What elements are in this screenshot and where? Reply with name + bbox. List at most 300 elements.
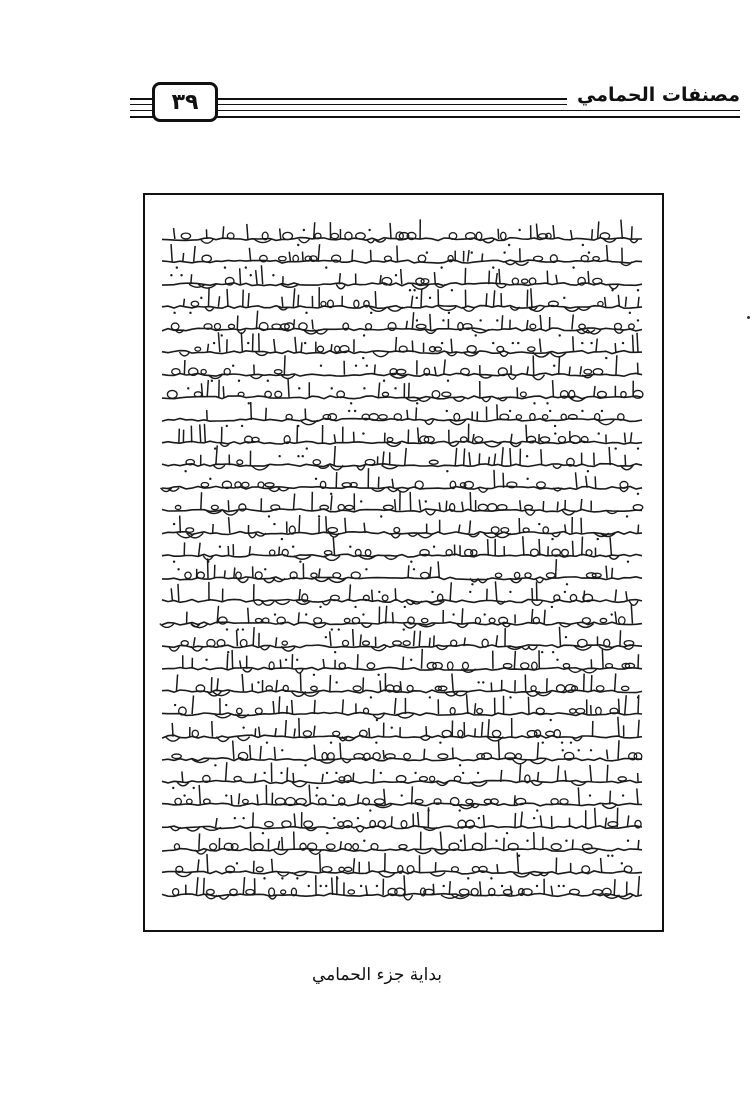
script-descender xyxy=(602,805,617,809)
script-loop xyxy=(363,641,370,645)
script-dot xyxy=(296,659,298,661)
script-stroke xyxy=(606,566,607,579)
script-loop xyxy=(387,438,393,442)
script-stroke xyxy=(242,674,243,691)
script-loop xyxy=(416,278,424,284)
script-dot xyxy=(414,772,416,774)
script-dot xyxy=(234,817,236,819)
script-dot xyxy=(509,696,511,698)
script-loop xyxy=(367,663,375,669)
script-stroke xyxy=(253,627,254,646)
script-stroke xyxy=(480,881,481,895)
script-stroke xyxy=(631,432,632,442)
script-dot xyxy=(308,885,310,887)
script-stroke xyxy=(526,425,527,443)
script-loop xyxy=(394,528,400,533)
script-stroke xyxy=(345,518,346,533)
script-dot xyxy=(439,741,441,743)
script-stroke xyxy=(486,293,487,307)
script-stroke xyxy=(435,367,436,375)
script-dot xyxy=(273,523,275,525)
script-loop xyxy=(352,618,359,624)
script-stroke xyxy=(426,726,427,736)
script-dot xyxy=(375,741,377,743)
script-dot xyxy=(219,545,221,547)
script-dot xyxy=(380,515,382,517)
script-loop xyxy=(201,369,206,373)
script-loop xyxy=(339,867,344,871)
script-loop xyxy=(211,505,218,509)
script-dot xyxy=(598,432,600,434)
script-stroke xyxy=(615,611,616,623)
script-loop xyxy=(430,776,435,781)
script-baseline xyxy=(162,803,642,806)
script-stroke xyxy=(391,816,392,827)
script-stroke xyxy=(559,627,560,646)
script-stroke xyxy=(297,425,298,442)
script-stroke xyxy=(302,252,303,262)
script-stroke xyxy=(216,818,217,827)
script-dot xyxy=(429,297,431,299)
script-stroke xyxy=(284,355,285,374)
script-stroke xyxy=(531,609,532,624)
script-stroke xyxy=(620,630,621,646)
script-dot xyxy=(621,862,623,864)
manuscript-line xyxy=(162,265,642,291)
script-dot xyxy=(183,794,185,796)
script-dot xyxy=(506,832,508,834)
script-loop xyxy=(421,572,429,578)
script-stroke xyxy=(176,674,177,691)
script-loop xyxy=(488,504,497,512)
figure-caption: بداية جزء الحمامي xyxy=(311,965,443,985)
script-stroke xyxy=(615,673,616,691)
script-stroke xyxy=(618,295,619,307)
script-loop xyxy=(345,867,352,871)
script-loop xyxy=(429,460,438,464)
manuscript-line xyxy=(162,581,642,608)
script-stroke xyxy=(252,333,253,352)
script-stroke xyxy=(472,434,473,443)
script-descender xyxy=(237,737,249,741)
script-loop xyxy=(338,505,344,511)
script-loop xyxy=(450,708,455,715)
script-stroke xyxy=(279,547,280,556)
script-stroke xyxy=(390,223,391,239)
script-loop xyxy=(167,390,177,398)
script-stroke xyxy=(178,584,179,601)
script-stroke xyxy=(247,224,248,239)
script-dot xyxy=(363,334,365,336)
script-dot xyxy=(298,387,300,389)
script-loop xyxy=(619,617,625,625)
script-stroke xyxy=(223,226,224,239)
script-stroke xyxy=(626,591,627,601)
script-dot xyxy=(377,674,379,676)
script-dot xyxy=(526,840,528,842)
script-stroke xyxy=(424,749,425,760)
script-loop xyxy=(530,414,535,421)
script-loop xyxy=(459,889,469,895)
script-loop xyxy=(442,730,451,737)
script-descender xyxy=(336,284,345,289)
script-loop xyxy=(593,257,599,261)
script-loop xyxy=(172,754,181,758)
manuscript-line xyxy=(162,785,642,812)
script-dot xyxy=(193,787,195,789)
script-dot xyxy=(395,274,397,276)
script-stroke xyxy=(450,582,451,601)
script-dot xyxy=(226,628,228,630)
script-dot xyxy=(241,425,243,427)
script-stroke xyxy=(256,270,257,284)
script-loop xyxy=(523,528,529,532)
script-stroke xyxy=(482,253,483,261)
script-stroke xyxy=(250,745,251,759)
script-stroke xyxy=(253,812,254,827)
script-loop xyxy=(522,279,528,283)
script-dot xyxy=(303,229,305,231)
script-stroke xyxy=(497,404,498,420)
script-stroke xyxy=(295,337,296,352)
script-stroke xyxy=(232,650,233,669)
script-loop xyxy=(333,731,340,736)
script-dot xyxy=(267,380,269,382)
script-dot xyxy=(475,334,477,336)
script-loop xyxy=(279,256,287,260)
script-dot xyxy=(362,432,364,434)
script-stroke xyxy=(285,720,286,737)
script-stroke xyxy=(637,333,638,352)
script-dot xyxy=(482,681,484,683)
script-loop xyxy=(383,505,393,509)
script-dot xyxy=(326,772,328,774)
script-dot xyxy=(440,266,442,268)
script-stroke xyxy=(212,721,213,737)
script-loop xyxy=(532,662,538,669)
script-dot xyxy=(184,470,186,472)
script-stroke xyxy=(494,454,495,466)
script-stroke xyxy=(334,434,335,442)
script-stroke xyxy=(374,364,375,374)
script-stroke xyxy=(375,291,376,307)
script-stroke xyxy=(237,316,238,330)
script-dot xyxy=(413,568,415,570)
script-stroke xyxy=(299,515,300,533)
script-dot xyxy=(587,470,589,472)
script-dot xyxy=(394,387,396,389)
script-loop xyxy=(243,799,249,803)
script-dot xyxy=(526,455,528,457)
script-dot xyxy=(225,794,227,796)
script-dot xyxy=(404,606,406,608)
script-stroke xyxy=(280,228,281,239)
script-stroke xyxy=(501,770,502,782)
script-stroke xyxy=(475,728,476,736)
script-loop xyxy=(597,391,606,397)
script-stroke xyxy=(231,795,232,804)
script-stroke xyxy=(226,762,227,782)
script-stroke xyxy=(371,250,372,262)
manuscript-line xyxy=(162,807,642,834)
script-stroke xyxy=(207,344,208,352)
script-loop xyxy=(561,414,566,420)
script-dot xyxy=(325,885,327,887)
script-loop xyxy=(322,752,327,760)
script-dot xyxy=(496,319,498,321)
script-loop xyxy=(551,844,561,850)
script-stroke xyxy=(458,525,459,534)
script-loop xyxy=(584,369,592,374)
script-dot xyxy=(538,523,540,525)
script-stroke xyxy=(638,297,639,307)
script-stroke xyxy=(496,635,497,646)
script-dot xyxy=(627,560,629,562)
script-stroke xyxy=(511,434,512,443)
script-dot xyxy=(213,342,215,344)
script-stroke xyxy=(392,612,393,623)
script-stroke xyxy=(369,862,370,873)
script-stroke xyxy=(380,680,381,691)
script-dot xyxy=(551,606,553,608)
script-loop xyxy=(415,481,423,489)
manuscript-line xyxy=(162,332,642,359)
script-dot xyxy=(477,681,479,683)
script-stroke xyxy=(439,502,440,510)
script-dot xyxy=(354,410,356,412)
script-stroke xyxy=(590,765,591,782)
script-loop xyxy=(543,527,549,533)
script-loop xyxy=(303,731,311,737)
script-stroke xyxy=(520,765,521,782)
script-loop xyxy=(327,844,335,850)
script-descender xyxy=(356,827,364,832)
script-dot xyxy=(581,410,583,412)
script-loop xyxy=(317,346,323,352)
script-dot xyxy=(274,613,276,615)
script-stroke xyxy=(298,612,299,623)
script-loop xyxy=(536,708,544,714)
script-stroke xyxy=(201,492,202,510)
script-stroke xyxy=(196,877,197,895)
script-stroke xyxy=(418,812,419,827)
script-dot xyxy=(550,719,552,721)
script-loop xyxy=(521,663,529,669)
script-stroke xyxy=(625,695,626,714)
script-stroke xyxy=(312,320,313,330)
script-loop xyxy=(373,753,380,760)
script-dot xyxy=(281,538,283,540)
script-dot xyxy=(459,809,461,811)
script-stroke xyxy=(532,588,533,601)
script-loop xyxy=(322,867,332,873)
script-loop xyxy=(172,369,180,375)
script-dot xyxy=(589,794,591,796)
script-loop xyxy=(407,685,413,691)
script-dot xyxy=(610,613,612,615)
script-dot xyxy=(363,387,365,389)
script-stroke xyxy=(204,424,205,443)
script-stroke xyxy=(279,696,280,714)
script-loop xyxy=(254,844,263,850)
script-stroke xyxy=(385,606,386,624)
script-stroke xyxy=(332,877,333,895)
script-dot xyxy=(570,741,572,743)
script-stroke xyxy=(255,728,256,736)
script-stroke xyxy=(395,588,396,601)
manuscript-line xyxy=(162,717,642,744)
script-loop xyxy=(463,662,469,669)
script-loop xyxy=(514,572,519,578)
script-stroke xyxy=(468,250,469,262)
script-stroke xyxy=(539,539,540,556)
script-stroke xyxy=(411,296,412,307)
script-stroke xyxy=(464,834,465,849)
script-loop xyxy=(185,572,191,578)
script-stroke xyxy=(182,771,183,782)
script-loop xyxy=(328,528,338,533)
script-stroke xyxy=(223,386,224,397)
script-stroke xyxy=(207,380,208,397)
script-stroke xyxy=(521,812,522,828)
script-stroke xyxy=(531,288,532,307)
script-dot xyxy=(553,365,555,367)
script-stroke xyxy=(464,448,465,465)
script-stroke xyxy=(309,785,310,805)
script-dot xyxy=(173,560,175,562)
script-descender xyxy=(439,307,456,310)
script-dot xyxy=(490,877,492,879)
script-stroke xyxy=(363,677,364,691)
script-stroke xyxy=(360,634,361,646)
script-stroke xyxy=(633,335,634,352)
script-stroke xyxy=(401,269,402,284)
script-dot xyxy=(627,840,629,842)
script-loop xyxy=(427,662,436,669)
script-stroke xyxy=(449,881,450,895)
script-dot xyxy=(263,772,265,774)
script-stroke xyxy=(438,561,439,578)
script-stroke xyxy=(330,675,331,691)
script-stroke xyxy=(333,537,334,556)
script-dot xyxy=(508,244,510,246)
script-stroke xyxy=(322,774,323,782)
script-loop xyxy=(401,821,407,828)
script-stroke xyxy=(314,700,315,714)
script-loop xyxy=(214,324,220,330)
script-dot xyxy=(334,651,336,653)
script-stroke xyxy=(259,727,260,737)
script-dot xyxy=(380,772,382,774)
script-loop xyxy=(600,618,607,622)
script-stroke xyxy=(527,320,528,329)
script-dot xyxy=(565,636,567,638)
script-stroke xyxy=(366,885,367,895)
script-dot xyxy=(350,402,352,404)
script-stroke xyxy=(278,841,279,850)
script-stroke xyxy=(455,448,456,465)
script-stroke xyxy=(489,271,490,285)
script-stroke xyxy=(255,773,256,782)
script-dot xyxy=(442,885,444,887)
script-loop xyxy=(593,890,602,895)
script-dot xyxy=(637,289,639,291)
script-stroke xyxy=(452,673,453,691)
script-loop xyxy=(608,822,618,827)
script-dot xyxy=(433,545,435,547)
script-stroke xyxy=(314,222,315,239)
script-stroke xyxy=(369,728,370,737)
script-dot xyxy=(611,289,613,291)
script-stroke xyxy=(557,765,558,781)
script-stroke xyxy=(571,230,572,239)
script-stroke xyxy=(419,631,420,646)
script-stroke xyxy=(474,703,475,714)
script-stroke xyxy=(293,288,294,307)
script-stroke xyxy=(440,832,441,850)
script-dot xyxy=(292,545,294,547)
script-stroke xyxy=(353,858,354,872)
script-stroke xyxy=(266,408,267,420)
script-loop xyxy=(256,867,263,872)
script-stroke xyxy=(453,748,454,760)
script-dot xyxy=(562,749,564,751)
script-dot xyxy=(250,274,252,276)
script-dot xyxy=(285,659,287,661)
script-dot xyxy=(297,455,299,457)
script-loop xyxy=(311,573,317,578)
script-stroke xyxy=(191,274,192,284)
script-loop xyxy=(270,550,275,555)
manuscript-line xyxy=(162,762,642,789)
script-stroke xyxy=(171,244,172,262)
script-stroke xyxy=(534,832,535,850)
script-dot xyxy=(563,297,565,299)
manuscript-line xyxy=(162,536,642,563)
script-stroke xyxy=(421,289,422,307)
manuscript-line xyxy=(162,694,642,721)
script-dot xyxy=(176,266,178,268)
script-stroke xyxy=(352,249,353,261)
script-stroke xyxy=(540,339,541,353)
script-loop xyxy=(512,278,518,284)
script-stroke xyxy=(547,271,548,285)
script-loop xyxy=(399,845,407,849)
script-loop xyxy=(281,890,286,894)
script-dot xyxy=(503,251,505,253)
header-rule xyxy=(130,116,740,118)
script-loop xyxy=(582,866,590,873)
script-stroke xyxy=(354,432,355,443)
script-dot xyxy=(410,560,412,562)
script-dot xyxy=(370,312,372,314)
running-header xyxy=(130,84,740,128)
script-dot xyxy=(601,410,603,412)
script-loop xyxy=(255,572,262,579)
script-loop xyxy=(269,888,275,896)
script-loop xyxy=(565,684,575,692)
script-stroke xyxy=(213,524,214,533)
script-stroke xyxy=(533,356,534,375)
script-stroke xyxy=(407,410,408,420)
script-stroke xyxy=(293,773,294,782)
script-loop xyxy=(265,391,271,397)
script-loop xyxy=(265,483,274,487)
script-stroke xyxy=(572,839,573,849)
script-stroke xyxy=(192,695,193,714)
script-stroke xyxy=(273,701,274,714)
manuscript-line xyxy=(162,515,642,540)
